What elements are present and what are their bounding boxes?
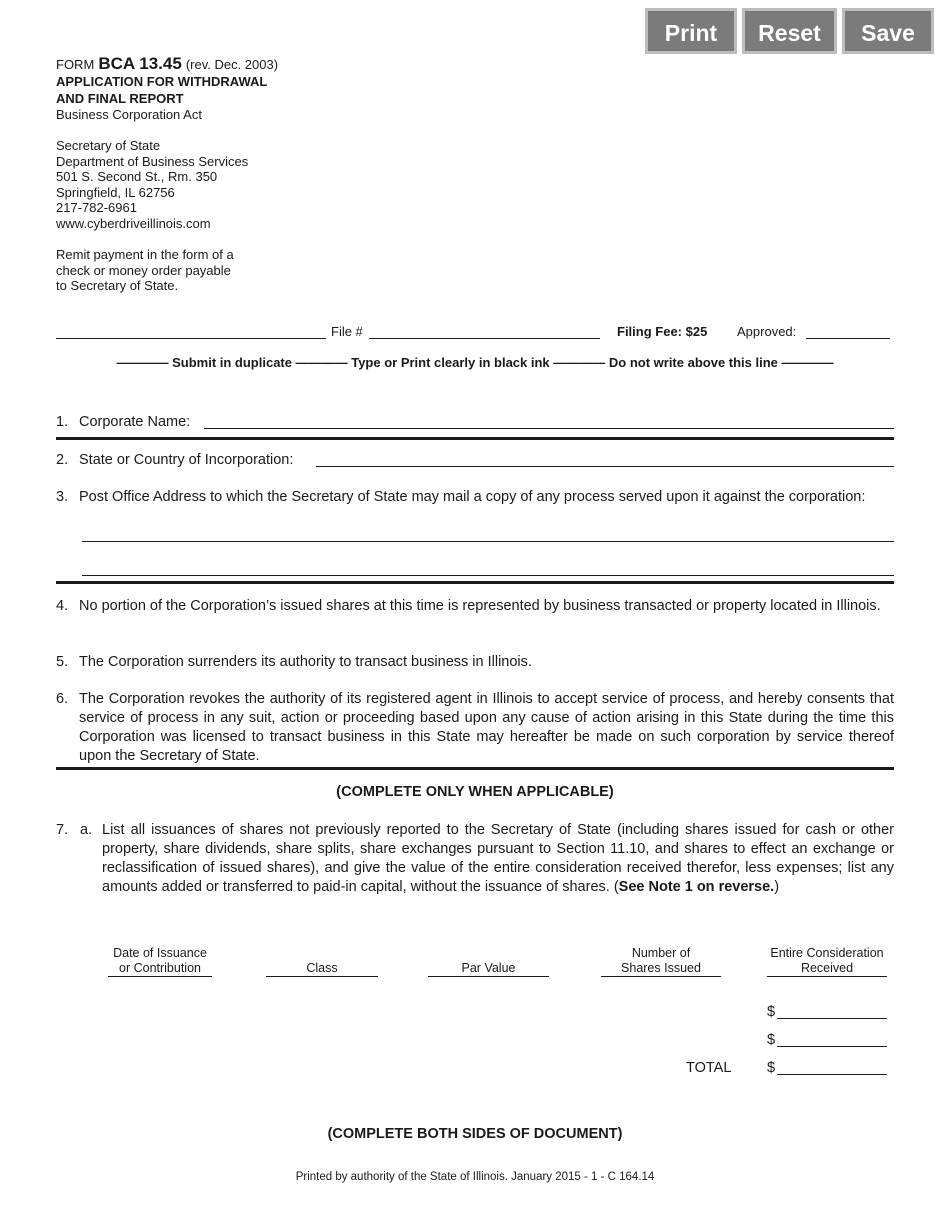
item-revoke-agent — [56, 690, 894, 766]
remit-line: to Secretary of State. — [56, 278, 179, 293]
applicable-heading: (COMPLETE ONLY WHEN APPLICABLE) — [336, 784, 614, 800]
note-reference: See Note 1 on reverse. — [618, 879, 775, 895]
remit-line: Remit payment in the form of a — [56, 247, 234, 262]
reset-button[interactable]: Reset — [742, 8, 837, 54]
divider — [56, 581, 894, 584]
col-class — [266, 946, 378, 977]
address-line: 501 S. Second St., Rm. 350 — [56, 169, 218, 184]
total-label: TOTAL — [686, 1060, 732, 1076]
col-date-of-issuance — [108, 946, 212, 977]
header-line: Class — [306, 960, 338, 975]
item-po-address — [56, 488, 894, 507]
item-text: Post Office Address to which the Secretary of State may mail a copy of any process served upon it against the corporation: — [79, 489, 866, 505]
dollar-sign: $ — [767, 1004, 776, 1020]
filing-fee: Filing Fee: $25 — [617, 324, 708, 339]
state-of-incorporation-field[interactable] — [316, 452, 894, 467]
header-line: Par Value — [461, 960, 516, 975]
item-number: 5. — [56, 654, 69, 670]
item-text: The Corporation surrenders its authority to transact business in Illinois. — [79, 654, 532, 670]
save-button[interactable]: Save — [842, 8, 934, 54]
header-line: Shares Issued — [621, 960, 701, 975]
item-number: 2. — [56, 452, 69, 468]
item-text — [102, 821, 894, 897]
approved-label: Approved: — [737, 324, 797, 339]
col-consideration — [767, 946, 887, 977]
file-number-label: File # — [331, 324, 363, 339]
col-par-value — [428, 946, 549, 977]
col-shares-issued — [601, 946, 721, 977]
item-text-close: ) — [774, 879, 780, 895]
item-label: State or Country of Incorporation: — [79, 452, 294, 468]
item-number: 4. — [56, 598, 69, 614]
item-subletter: a. — [80, 822, 93, 838]
form-number: BCA 13.45 — [98, 54, 182, 73]
remit-note — [56, 247, 234, 294]
address-line: Department of Business Services — [56, 153, 249, 169]
approved-field[interactable] — [806, 324, 890, 339]
address-line: Springfield, IL 62756 — [56, 184, 175, 200]
form-act: Business Corporation Act — [56, 107, 202, 122]
header-line: Number of — [631, 946, 691, 960]
divider — [56, 767, 894, 770]
item-text: The Corporation revokes the authority of its registered agent in Illinois to accept service of process, and hereby consents that service of process in any suit, action or proceeding based upon any cause of action arising in this State during the time this Corporation was licensed to transact business in this State may hereafter be made on such corporation by service thereof upon the Secretary of State. — [79, 691, 894, 764]
consideration-row-1[interactable] — [767, 1004, 887, 1020]
item-label: Corporate Name: — [79, 414, 191, 430]
po-address-field-1[interactable] — [82, 527, 894, 542]
address-line: www.cyberdriveillinois.com — [56, 215, 211, 231]
po-address-field-2[interactable] — [82, 561, 894, 576]
print-button[interactable]: Print — [645, 8, 737, 54]
corporate-name-field[interactable] — [204, 414, 894, 429]
item-surrender-authority — [56, 653, 894, 672]
address-line: Secretary of State — [56, 138, 161, 153]
header-line: Date of Issuance — [113, 946, 207, 960]
filing-blank[interactable] — [56, 324, 326, 339]
both-sides-heading: (COMPLETE BOTH SIDES OF DOCUMENT) — [327, 1126, 623, 1142]
address-line: 217-782-6961 — [56, 200, 137, 215]
printed-by: Printed by authority of the State of Illinois. January 2015 - 1 - C 164.14 — [295, 1171, 655, 1183]
form-title-line1: APPLICATION FOR WITHDRAWAL — [56, 74, 268, 89]
item-text-body: List all issuances of shares not previously reported to the Secretary of State (including shares issued for cash or other property, share dividends, share splits, share exchanges pursuant to Section 11.10, and shares to effect an exchange or reclassification of issued shares), and give the value of the entire consideration received therefor, less expenses; list any amounts added or transferred to paid-in capital, without the issuance of shares. ( — [102, 822, 894, 895]
dollar-sign: $ — [767, 1060, 776, 1076]
item-text: No portion of the Corporation’s issued shares at this time is represented by business transacted or property located in Illinois. — [79, 598, 881, 614]
file-number-field[interactable] — [369, 324, 600, 339]
header-line: Entire Consideration — [770, 946, 884, 960]
remit-line: check or money order payable — [56, 262, 231, 278]
header-line: Received — [800, 960, 854, 975]
total-field[interactable] — [767, 1060, 887, 1076]
form-prefix: FORM — [56, 57, 95, 72]
form-id — [56, 54, 278, 75]
divider — [56, 437, 894, 440]
filing-instructions: ———— Submit in duplicate ———— Type or Print clearly in black ink ———— Do not write above this line ———— — [116, 355, 834, 370]
office-address — [56, 138, 248, 231]
item-share-issuances — [56, 821, 894, 897]
item-number: 1. — [56, 414, 69, 430]
item-number: 3. — [56, 489, 69, 505]
form-revision: (rev. Dec. 2003) — [185, 57, 279, 72]
header-line: or Contribution — [119, 960, 201, 975]
item-no-illinois-shares — [56, 597, 894, 616]
dollar-sign: $ — [767, 1032, 776, 1048]
item-number: 7. — [56, 822, 69, 838]
consideration-row-2[interactable] — [767, 1032, 887, 1048]
form-title-line2: AND FINAL REPORT — [56, 91, 184, 106]
item-number: 6. — [56, 691, 69, 707]
